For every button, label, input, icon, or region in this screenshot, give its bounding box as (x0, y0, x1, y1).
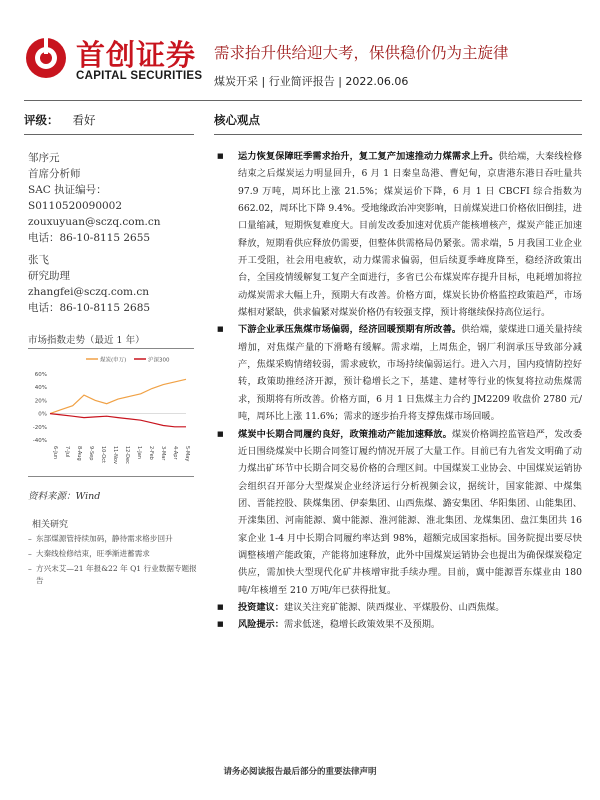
core-point-lead: 下游企业承压焦煤市场偏弱，经济回暖预期有所改善。 (238, 324, 462, 336)
analyst-phone: 电话：86-10-8115 2685 (28, 302, 151, 314)
analyst-license-label: SAC 执证编号： (28, 184, 107, 196)
y-tick-label: 20% (34, 398, 47, 405)
analyst-card (28, 150, 198, 246)
y-tick-label: -20% (32, 424, 47, 431)
analyst-license: S0110520090002 (28, 200, 123, 212)
capital-securities-logo-icon (24, 36, 68, 80)
related-research-item[interactable]: – 方兴未艾—21 年报&22 年 Q1 行业数据专题报告 (28, 563, 198, 587)
report-title: 需求抬升供给迎大考，保供稳价仍为主旋律 (214, 44, 509, 62)
core-point-body: 煤炭价格调控监管趋严，发改委近日围绕煤炭中长期合同签订履约情况开展了大量工作。目前已有九省发文明确了动力煤出矿环节中长期合同交易价格的合理区间。中国煤炭工业协会、中国煤炭运销协会组织召开部分大型煤炭企业经济运行分析视频会议，据统计，国家能源、中煤集团、晋能控股、陕煤集团、伊泰集团、山西焦煤、潞安集团、华阳集团、山能集团、开滦集团、河南能源、冀中能源、淮河能源、淮北集团、龙煤集团、盘江集团共 16 家企业 1-4 月中长期合同履约率达到 98%，超额完成国家指标。国务院提出要尽快调整核增产能政策，产能将加速释放，此外中国煤炭运销协会也提出为确保煤炭稳定供应，需加快大型现代化矿井核增审批手续办理。目前，冀中能源晋东煤业由 180 吨/年核增至 210 万吨/年已获得批复。 (238, 428, 583, 596)
report-meta: 煤炭开采 | 行业简评报告 | 2022.06.06 (214, 75, 409, 88)
core-view-divider (214, 134, 582, 135)
core-point (214, 599, 582, 616)
x-tick-label: 9-Sep (88, 446, 94, 461)
core-point-body: 需求低迷，稳增长政策效果不及预期。 (283, 619, 441, 631)
related-research-title: 相关研究 (32, 520, 69, 530)
rating (24, 112, 96, 128)
x-tick-label: 12-Dec (124, 446, 130, 464)
chart-source: 资料来源：Wind (28, 491, 101, 502)
core-view-title: 核心观点 (214, 113, 260, 127)
x-tick-label: 3-Mar (160, 446, 166, 461)
rating-divider (24, 134, 194, 135)
x-tick-label: 1-Jan (136, 446, 142, 459)
core-point (214, 426, 582, 599)
header-divider (24, 100, 582, 101)
series-line (50, 379, 186, 413)
related-research-item[interactable]: – 东部煤源管持续加码，静待需求格步回升 (28, 533, 198, 545)
x-tick-label: 6-Jun (52, 446, 58, 460)
core-point-body: 建议关注兖矿能源、陕西煤业、平煤股份、山西焦煤。 (283, 601, 505, 613)
core-point-lead: 投资建议： (238, 601, 284, 613)
related-research-item[interactable]: – 大秦线检修结束，旺季渐进蓄需求 (28, 548, 198, 560)
core-point (214, 148, 582, 321)
core-point-lead: 运力恢复保障旺季需求抬升，复工复产加速推动力煤需求上升。 (238, 151, 499, 162)
analyst-phone: 电话：86-10-8115 2655 (28, 232, 151, 244)
x-tick-label: 11-Nov (112, 446, 118, 464)
legend-label: 煤炭(申万) (100, 357, 127, 364)
analyst-role: 首席分析师 (28, 168, 81, 180)
chart-bottom-divider (28, 476, 194, 477)
chart-title-divider (28, 348, 194, 349)
related-research-list (28, 533, 198, 590)
core-point (214, 321, 582, 425)
analyst-name: 张飞 (28, 254, 49, 266)
core-point-body: 供给端，大秦线检修结束之后煤炭运力明显回升，6 月 1 日秦皇岛港、曹妃甸，京唐港东港日吞吐量共 97.9 万吨，周环比上涨 21.5%；煤炭运价下降，6 月 1 日 CBCFI 综合指数为 662.02，周环比下降 9.4%。受地缘政治冲突影响，日前煤炭进口价格依旧倒挂，进口量缩减，短期恢复难度大。目前发改委加速对优质产能核增核产，煤炭产能正加速释放，短期看供应释放仍需要，但整体供需格局仍紧张。需求端，5 月我国工业企业开工受阻，社会用电疲软，动力煤需求偏弱，但后续夏季峰度降至，稳经济政策出台，全国疫情缓解复工复产全面进行，多省已公布煤炭库存提升目标，电耗增加将拉动煤炭需求大幅上升，预期大有改善。价格方面，煤炭长协价格监控政策趋严，市场煤相对紧缺，供求偏紧对煤炭价格仍有较强支撑，预计将继续保持高位运行。 (238, 151, 583, 319)
y-tick-label: 40% (34, 385, 47, 392)
analyst-name: 邹序元 (28, 152, 60, 164)
x-tick-label: 8-Aug (76, 446, 82, 461)
chart-title: 市场指数走势（最近 1 年） (28, 335, 145, 346)
analyst-email[interactable]: zouxuyuan@sczq.com.cn (28, 216, 161, 228)
core-view-list (214, 148, 582, 634)
chart-plot (28, 350, 194, 474)
series-line (50, 414, 186, 427)
analyst-role: 研究助理 (28, 270, 70, 282)
market-index-chart (28, 332, 194, 475)
logo-text: 首创证券 (76, 38, 197, 72)
x-tick-label: 2-Feb (148, 446, 154, 460)
x-tick-label: 7-Jul (64, 446, 70, 458)
y-tick-label: -40% (32, 438, 47, 444)
rating-value: 看好 (72, 113, 96, 127)
core-point-body: 供给端，蒙煤进口通关量持续增加，对焦煤产量的下滑略有缓解。需求端，上周焦企，钢厂利润承压导致部分减产，焦煤采购情绪较弱，需求疲软，市场持续偏弱运行。进入六月，国内疫情防控好转，政策助推经济开源，预计稳增长之下，基建、建材等行业的恢复将拉动焦煤需求，预期将有所改善。价格方面，6 月 1 日焦煤主力合约 JM2209 收盘价 2780 元/吨，周环比上涨 11.6%；需求的逐步抬升将支撑焦煤市场回暖。 (238, 324, 583, 423)
logo-english-text: CAPITAL SECURITIES (76, 70, 203, 82)
analyst-email[interactable]: zhangfei@sczq.com.cn (28, 286, 149, 298)
y-tick-label: 60% (34, 372, 47, 378)
core-point (214, 616, 582, 633)
x-tick-label: 4-Apr (172, 446, 178, 460)
footer-disclaimer: 请务必阅读报告最后部分的重要法律声明 (223, 767, 377, 777)
analyst-card (28, 252, 198, 316)
y-tick-label: 0% (38, 411, 47, 418)
core-point-lead: 风险提示： (238, 619, 284, 631)
x-tick-label: 5-May (184, 446, 190, 462)
core-point-lead: 煤炭中长期合同履约良好，政策推动产能加速释放。 (238, 428, 452, 440)
legend-label: 沪深300 (148, 357, 170, 364)
x-tick-label: 10-Oct (100, 446, 106, 463)
rating-label: 评级： (24, 113, 59, 127)
